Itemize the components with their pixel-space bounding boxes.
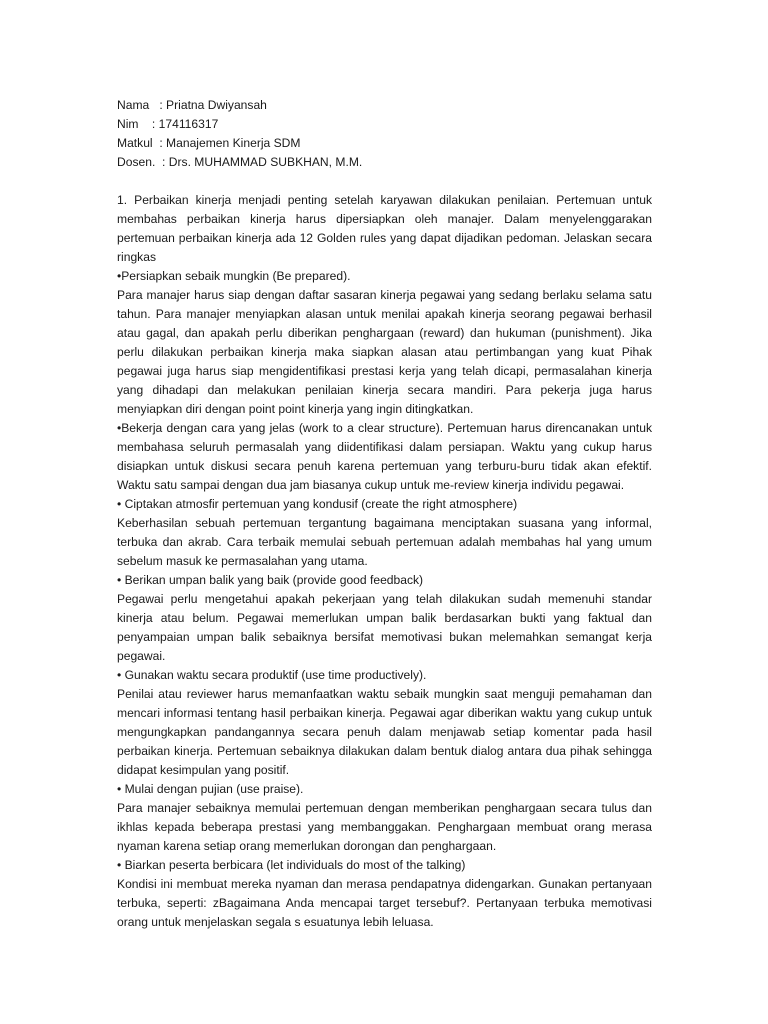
rule-body-talking: Kondisi ini membuat mereka nyaman dan merasa pendapatnya didengarkan. Gunakan pertanyaan terbuka, seperti: zBagaimana Anda mencapai target tersebuf?. Pertanyaan terbuka memotivasi orang untuk menjelaskan segala s esuatunya lebih leluasa. xyxy=(117,877,652,929)
rule-heading-time: • Gunakan waktu secara produktif (use time productively). xyxy=(117,668,427,682)
rule-heading-structure: •Bekerja dengan cara yang jelas (work to a clear structure). Pertemuan harus direncanakan untuk membahasa seluruh permasalah yang diidentifikasi dalam persiapan. Waktu yang cukup harus disiapkan untuk diskusi secara penuh karena pertemuan yang terburu-buru tidak akan efektif. Waktu satu sampai dengan dua jam biasanya cukup untuk me-review kinerja individu pegawai. xyxy=(117,421,652,492)
rule-body-praise: Para manajer sebaiknya memulai pertemuan dengan memberikan penghargaan secara tulus dan ikhlas kepada beberapa prestasi yang membanggakan. Penghargaan membuat orang merasa nyaman karena setiap orang memerlukan dorongan dan penghargaan. xyxy=(117,801,652,853)
rule-body-time: Penilai atau reviewer harus memanfaatkan waktu sebaik mungkin saat menguji pemahaman dan mencari informasi tentang hasil perbaikan kinerja. Pegawai agar diberikan waktu yang cukup untuk mengungkapkan pandangannya secara penuh dalam menjawab setiap komentar pada hasil perbaikan kinerja. Pertemuan sebaiknya dilakukan dalam bentuk dialog antara dua pihak sehingga didapat kesimpulan yang positif. xyxy=(117,687,652,777)
rule-body-atmosphere: Keberhasilan sebuah pertemuan tergantung bagaimana menciptakan suasana yang informal, terbuka dan akrab. Cara terbaik memulai sebuah pertemuan adalah membahas hal yang umum sebelum masuk ke permasalahan yang utama. xyxy=(117,516,652,568)
student-name: Nama : Priatna Dwiyansah xyxy=(117,98,267,112)
rule-heading-praise: • Mulai dengan pujian (use praise). xyxy=(117,782,304,796)
rule-heading-prepared: •Persiapkan sebaik mungkin (Be prepared). xyxy=(117,269,351,283)
document-page xyxy=(117,96,652,932)
question-text: 1. Perbaikan kinerja menjadi penting setelah karyawan dilakukan penilaian. Pertemuan untuk membahas perbaikan kinerja harus dipersiapkan oleh manajer. Dalam menyelenggarakan pertemuan perbaikan kinerja ada 12 Golden rules yang dapat dijadikan pedoman. Jelaskan secara ringkas xyxy=(117,193,652,264)
rule-body-feedback: Pegawai perlu mengetahui apakah pekerjaan yang telah dilakukan sudah memenuhi standar kinerja atau belum. Pegawai memerlukan umpan balik berdasarkan bukti yang faktual dan penyampaian umpan balik sebaiknya bersifat memotivasi bukan melemahkan semangat kerja pegawai. xyxy=(117,592,652,663)
spacer xyxy=(117,172,652,191)
rule-body-prepared: Para manajer harus siap dengan daftar sasaran kinerja pegawai yang sedang berlaku selama satu tahun. Para manajer menyiapkan alasan untuk menilai apakah kinerja seorang pegawai berhasil atau gagal, dan apakah perlu diberikan penghargaan (reward) dan hukuman (punishment). Jika perlu dilakukan perbaikan kinerja maka siapkan alasan atau pertimbangan yang kuat Pihak pegawai juga harus siap mengidentifikasi prestasi kerja yang telah dicapi, permasalahan kinerja yang dihadapi dan melakukan penilaian kinerja secara mandiri. Para pekerja juga harus menyiapkan diri dengan point point kinerja yang ingin ditingkatkan. xyxy=(117,288,652,416)
rule-heading-atmosphere: • Ciptakan atmosfir pertemuan yang kondusif (create the right atmosphere) xyxy=(117,497,518,511)
rule-heading-talking: • Biarkan peserta berbicara (let individuals do most of the talking) xyxy=(117,858,466,872)
rule-heading-feedback: • Berikan umpan balik yang baik (provide good feedback) xyxy=(117,573,424,587)
course-name: Matkul : Manajemen Kinerja SDM xyxy=(117,136,301,150)
lecturer-name: Dosen. : Drs. MUHAMMAD SUBKHAN, M.M. xyxy=(117,155,363,169)
student-nim: Nim : 174116317 xyxy=(117,117,219,131)
